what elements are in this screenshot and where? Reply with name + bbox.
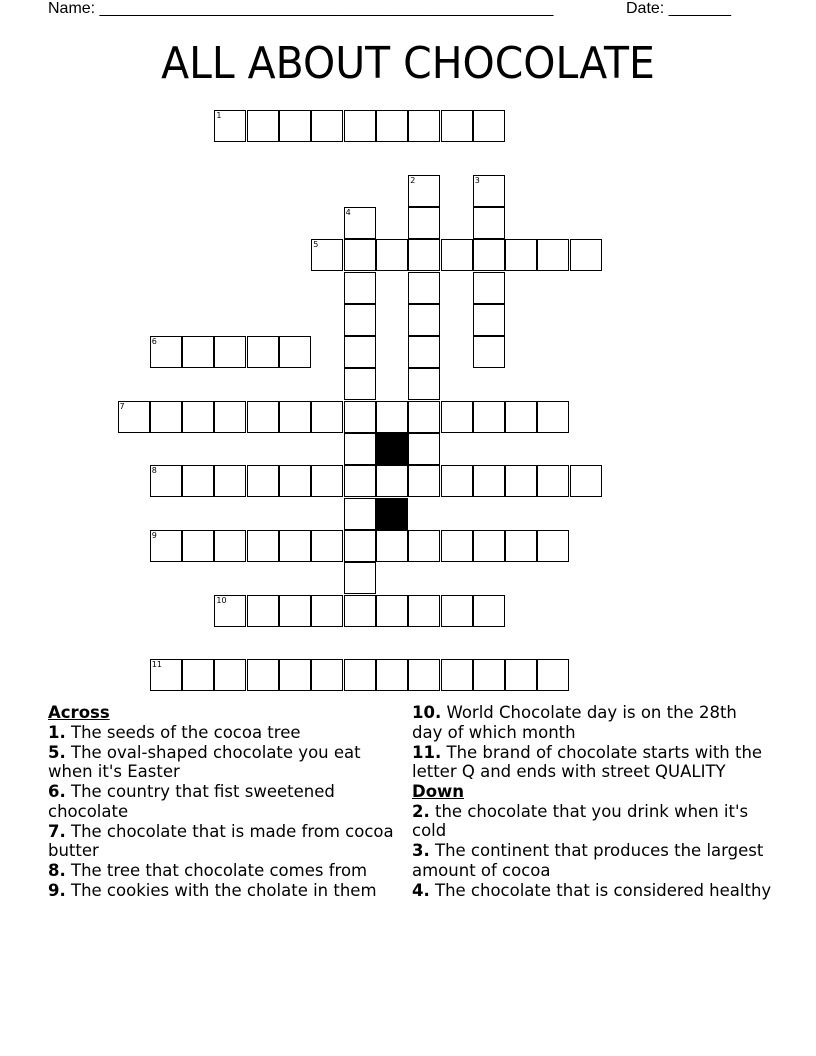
- clue-text: World Chocolate day is on the 28th day of which month: [412, 703, 737, 742]
- clue-number-label: 11: [151, 660, 162, 670]
- clue-number: 5.: [48, 742, 66, 762]
- grid-cell[interactable]: [537, 530, 569, 562]
- grid-cell[interactable]: [247, 110, 279, 142]
- grid-cell[interactable]: [505, 239, 537, 271]
- grid-cell[interactable]: [473, 595, 505, 627]
- clue-text: The country that fist sweetened chocolate: [48, 782, 335, 821]
- grid-cell[interactable]: [441, 659, 473, 691]
- grid-cell[interactable]: [150, 659, 182, 691]
- grid-cell[interactable]: [408, 175, 440, 207]
- clue-number-label: 9: [151, 530, 157, 540]
- grid-cell[interactable]: [473, 175, 505, 207]
- grid-cell[interactable]: [182, 336, 214, 368]
- grid-cell[interactable]: [505, 659, 537, 691]
- clue-across-1: [48, 723, 398, 743]
- grid-cell[interactable]: [344, 595, 376, 627]
- grid-cell[interactable]: [408, 272, 440, 304]
- date-line: Date: _______: [626, 0, 731, 17]
- clue-across-6: [48, 782, 398, 821]
- grid-cell[interactable]: [247, 530, 279, 562]
- grid-cell[interactable]: [182, 401, 214, 433]
- clue-number-label: 7: [119, 401, 125, 411]
- puzzle-title: ALL ABOUT CHOCOLATE: [161, 38, 655, 89]
- grid-cell[interactable]: [376, 239, 408, 271]
- grid-cell[interactable]: [473, 336, 505, 368]
- grid-cell[interactable]: [344, 368, 376, 400]
- grid-cell[interactable]: [505, 530, 537, 562]
- clue-number: 6.: [48, 782, 66, 801]
- grid-cell[interactable]: [344, 562, 376, 594]
- down-heading: Down: [412, 782, 465, 801]
- grid-cell[interactable]: [537, 401, 569, 433]
- grid-cell[interactable]: [344, 207, 376, 239]
- grid-cell[interactable]: [441, 239, 473, 271]
- grid-cell[interactable]: [537, 239, 569, 271]
- clue-across-11: [412, 743, 772, 782]
- clue-text: The brand of chocolate starts with the letter Q and ends with street QUALITY: [412, 742, 763, 781]
- grid-cell[interactable]: [441, 465, 473, 497]
- grid-cell[interactable]: [473, 239, 505, 271]
- grid-cell[interactable]: [473, 304, 505, 336]
- clue-number: 9.: [48, 881, 66, 900]
- clue-number-label: 3: [474, 175, 480, 185]
- grid-cell[interactable]: [473, 207, 505, 239]
- grid-cell[interactable]: [408, 368, 440, 400]
- grid-cell[interactable]: [311, 530, 343, 562]
- name-line: Name: ___________________________________________________: [48, 0, 554, 17]
- clue-across-7: [48, 822, 398, 861]
- grid-cell[interactable]: [311, 401, 343, 433]
- black-square: [376, 498, 408, 530]
- clue-number: 4.: [412, 880, 430, 900]
- grid-cell[interactable]: [441, 530, 473, 562]
- grid-cell[interactable]: [408, 110, 440, 142]
- grid-cell[interactable]: [247, 401, 279, 433]
- grid-cell[interactable]: [570, 239, 602, 271]
- clue-number-label: 8: [151, 466, 157, 476]
- grid-cell[interactable]: [376, 659, 408, 691]
- grid-cell[interactable]: [505, 401, 537, 433]
- grid-cell[interactable]: [214, 659, 246, 691]
- clue-number: 8.: [48, 861, 66, 880]
- grid-cell[interactable]: [376, 530, 408, 562]
- clue-number: 2.: [412, 801, 430, 821]
- grid-cell[interactable]: [311, 595, 343, 627]
- grid-cell[interactable]: [473, 530, 505, 562]
- grid-cell[interactable]: [570, 465, 602, 497]
- clue-across-10: [412, 703, 772, 742]
- clues-column-right: [412, 703, 772, 901]
- clue-across-5: [48, 743, 398, 782]
- clue-number-label: 4: [345, 207, 351, 217]
- grid-cell[interactable]: [473, 272, 505, 304]
- grid-cell[interactable]: [182, 659, 214, 691]
- grid-cell[interactable]: [408, 304, 440, 336]
- grid-cell[interactable]: [344, 110, 376, 142]
- grid-cell[interactable]: [344, 498, 376, 530]
- clues-column-left: [48, 703, 398, 901]
- clue-down-2: [412, 802, 772, 841]
- grid-cell[interactable]: [376, 465, 408, 497]
- clue-text: The chocolate that is considered healthy: [435, 880, 772, 900]
- grid-cell[interactable]: [247, 465, 279, 497]
- clue-number: 1.: [48, 722, 66, 742]
- grid-cell[interactable]: [344, 239, 376, 271]
- grid-cell[interactable]: [279, 530, 311, 562]
- grid-cell[interactable]: [473, 110, 505, 142]
- clue-number-label: 10: [216, 595, 227, 605]
- clue-number-label: 6: [151, 337, 157, 347]
- grid-cell[interactable]: [376, 401, 408, 433]
- grid-cell[interactable]: [182, 465, 214, 497]
- grid-cell[interactable]: [150, 336, 182, 368]
- grid-cell[interactable]: [214, 110, 246, 142]
- clue-text: The oval-shaped chocolate you eat when it's Easter: [48, 742, 361, 781]
- grid-cell[interactable]: [537, 659, 569, 691]
- grid-cell[interactable]: [408, 207, 440, 239]
- grid-cell[interactable]: [214, 530, 246, 562]
- grid-cell[interactable]: [344, 433, 376, 465]
- grid-cell[interactable]: [247, 659, 279, 691]
- grid-cell[interactable]: [279, 595, 311, 627]
- clue-across-9: [48, 881, 398, 901]
- grid-cell[interactable]: [214, 336, 246, 368]
- grid-cell[interactable]: [182, 530, 214, 562]
- clue-number-label: 5: [313, 240, 319, 250]
- clue-down-3: [412, 841, 772, 880]
- grid-cell[interactable]: [408, 659, 440, 691]
- grid-cell[interactable]: [505, 465, 537, 497]
- grid-cell[interactable]: [311, 110, 343, 142]
- grid-cell[interactable]: [344, 530, 376, 562]
- clue-number: 7.: [48, 821, 66, 841]
- black-square: [376, 433, 408, 465]
- clue-text: The cookies with the cholate in them: [71, 881, 377, 900]
- across-heading: Across: [48, 703, 110, 722]
- clue-text: The seeds of the cocoa tree: [71, 722, 301, 742]
- grid-cell[interactable]: [537, 465, 569, 497]
- clue-number: 10.: [412, 703, 442, 722]
- clue-down-4: [412, 881, 772, 901]
- grid-cell[interactable]: [214, 595, 246, 627]
- grid-cell[interactable]: [408, 239, 440, 271]
- clue-text: The tree that chocolate comes from: [71, 861, 368, 880]
- grid-cell[interactable]: [441, 401, 473, 433]
- grid-cell[interactable]: [408, 595, 440, 627]
- grid-cell[interactable]: [214, 465, 246, 497]
- grid-cell[interactable]: [247, 336, 279, 368]
- grid-cell[interactable]: [376, 595, 408, 627]
- grid-cell[interactable]: [408, 336, 440, 368]
- grid-cell[interactable]: [311, 465, 343, 497]
- grid-cell[interactable]: [344, 272, 376, 304]
- grid-cell[interactable]: [376, 110, 408, 142]
- grid-cell[interactable]: [473, 659, 505, 691]
- grid-cell[interactable]: [441, 110, 473, 142]
- clue-number: 3.: [412, 841, 430, 860]
- grid-cell[interactable]: [311, 659, 343, 691]
- grid-cell[interactable]: [150, 465, 182, 497]
- grid-cell[interactable]: [279, 659, 311, 691]
- grid-cell[interactable]: [344, 304, 376, 336]
- grid-cell[interactable]: [408, 530, 440, 562]
- grid-cell[interactable]: [279, 465, 311, 497]
- clue-text: The chocolate that is made from cocoa butter: [48, 821, 394, 860]
- grid-cell[interactable]: [408, 465, 440, 497]
- clue-number-label: 1: [216, 111, 222, 120]
- grid-cell[interactable]: [473, 465, 505, 497]
- grid-cell[interactable]: [214, 401, 246, 433]
- grid-cell[interactable]: [118, 401, 150, 433]
- clue-text: The continent that produces the largest amount of cocoa: [412, 841, 764, 880]
- grid-cell[interactable]: [279, 110, 311, 142]
- clue-across-8: [48, 861, 398, 881]
- grid-cell[interactable]: [150, 401, 182, 433]
- grid-cell[interactable]: [279, 336, 311, 368]
- grid-cell[interactable]: [279, 401, 311, 433]
- grid-cell[interactable]: [311, 239, 343, 271]
- grid-cell[interactable]: [441, 595, 473, 627]
- grid-cell[interactable]: [344, 465, 376, 497]
- grid-cell[interactable]: [344, 401, 376, 433]
- grid-cell[interactable]: [408, 401, 440, 433]
- grid-cell[interactable]: [247, 595, 279, 627]
- grid-cell[interactable]: [408, 433, 440, 465]
- clue-number-label: 2: [410, 175, 416, 185]
- grid-cell[interactable]: [344, 336, 376, 368]
- clue-number: 11.: [412, 742, 442, 762]
- clue-text: the chocolate that you drink when it's cold: [412, 801, 749, 840]
- grid-cell[interactable]: [344, 659, 376, 691]
- grid-cell[interactable]: [473, 401, 505, 433]
- grid-cell[interactable]: [150, 530, 182, 562]
